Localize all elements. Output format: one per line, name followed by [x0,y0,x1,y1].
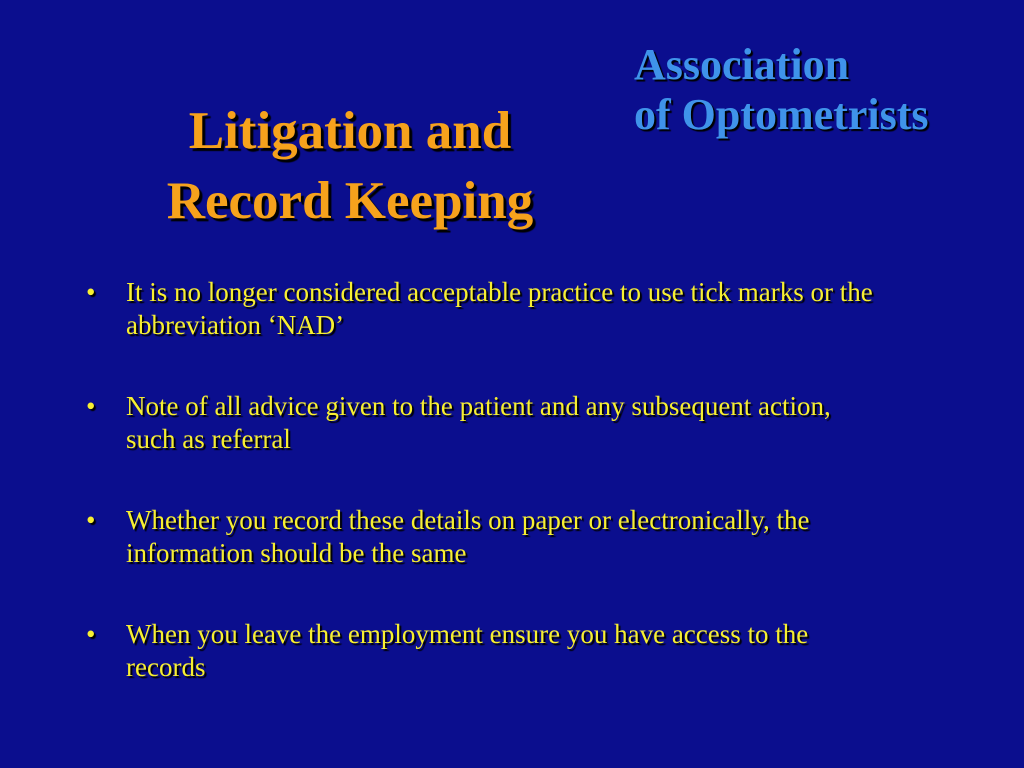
bullet-text: It is no longer considered acceptable practice to use tick marks or the abbreviation ‘NAD’ [126,277,873,340]
bullet-text: When you leave the employment ensure you have access to the records [126,619,809,682]
bullet-item [86,618,886,684]
organization-name-line1: Association [634,40,850,89]
slide-title [100,96,600,236]
bullet-marker: • [86,391,96,421]
bullet-marker: • [86,277,96,307]
bullet-item [86,276,886,342]
bullet-list [86,276,886,732]
slide-title-line2: Record Keeping [166,172,534,230]
bullet-item [86,390,886,456]
bullet-marker: • [86,505,96,535]
slide-title-line1: Litigation and [188,102,512,160]
organization-name [634,40,929,140]
bullet-text: Whether you record these details on paper or electronically, the information should be the same [126,505,810,568]
bullet-marker: • [86,619,96,649]
organization-name-line2: of Optometrists [634,90,929,139]
bullet-item [86,504,886,570]
bullet-text: Note of all advice given to the patient and any subsequent action, such as referral [126,391,831,454]
